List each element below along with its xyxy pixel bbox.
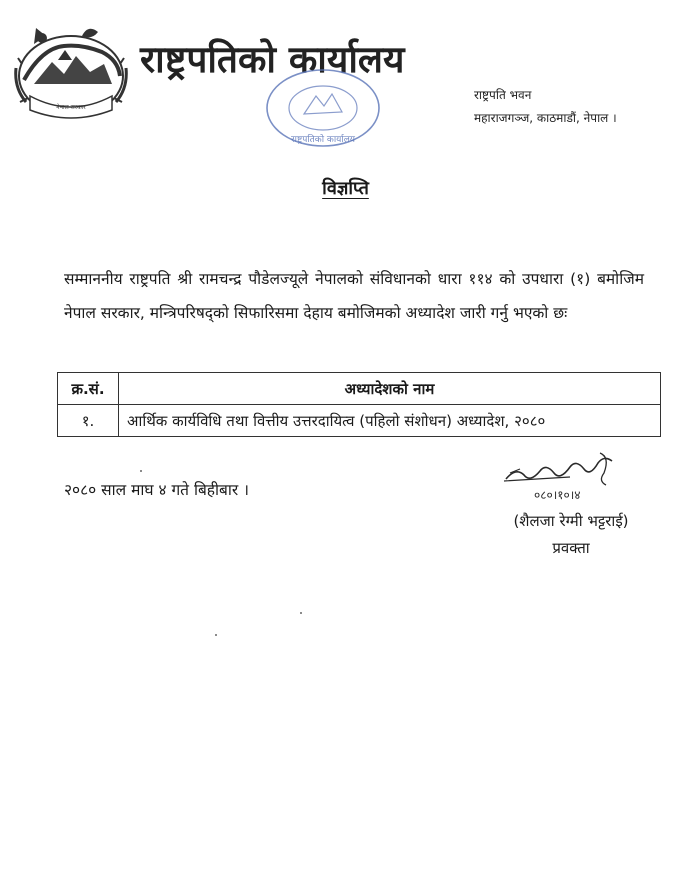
signer-name: (शैलजा रेग्मी भट्टराई) (513, 512, 629, 530)
scan-speck (300, 612, 302, 614)
notice-paragraph: सम्माननीय राष्ट्रपति श्री रामचन्द्र पौडेलज्यूले नेपालको संविधानको धारा ११४ को उपधारा (१) बमोजिम नेपाल सरकार, मन्त्रिपरिषद्‌को सिफारिसमा देहाय बमोजिमको अध्यादेश जारी गर्नु भएको छः (64, 270, 644, 322)
row-ordinance-name: आर्थिक कार्यविधि तथा वित्तीय उत्तरदायित्व (पहिलो संशोधन) अध्यादेश, २०८० (119, 405, 661, 437)
signature-date: ०८०।१०।४ (534, 488, 581, 502)
signer-block (496, 508, 646, 562)
handwritten-signature (500, 445, 620, 505)
ordinance-table (57, 372, 661, 437)
stamp-text: राष्ट्रपतिको कार्यालय (290, 135, 356, 145)
scan-speck (215, 634, 217, 636)
column-header-name: अध्यादेशको नाम (119, 373, 661, 405)
table-header-row (58, 373, 661, 405)
notice-date: २०८० साल माघ ४ गते बिहीबार । (64, 481, 250, 499)
office-address (474, 84, 617, 130)
notice-heading: विज्ञप्ति (322, 178, 369, 199)
table-row (58, 405, 661, 437)
row-serial: १. (58, 405, 119, 437)
nepal-government-emblem (12, 18, 130, 122)
emblem-ribbon-text: नेपाल सरकार (56, 104, 86, 111)
signer-title: प्रवक्ता (552, 539, 590, 557)
office-title: राष्ट्रपतिको कार्यालय (140, 38, 405, 81)
scan-speck (140, 470, 142, 472)
column-header-serial: क्र.सं. (58, 373, 119, 405)
office-stamp (262, 66, 384, 150)
address-line-1: राष्ट्रपति भवन (474, 88, 532, 102)
address-line-2: महाराजगञ्ज, काठमाडौं, नेपाल । (474, 111, 617, 125)
